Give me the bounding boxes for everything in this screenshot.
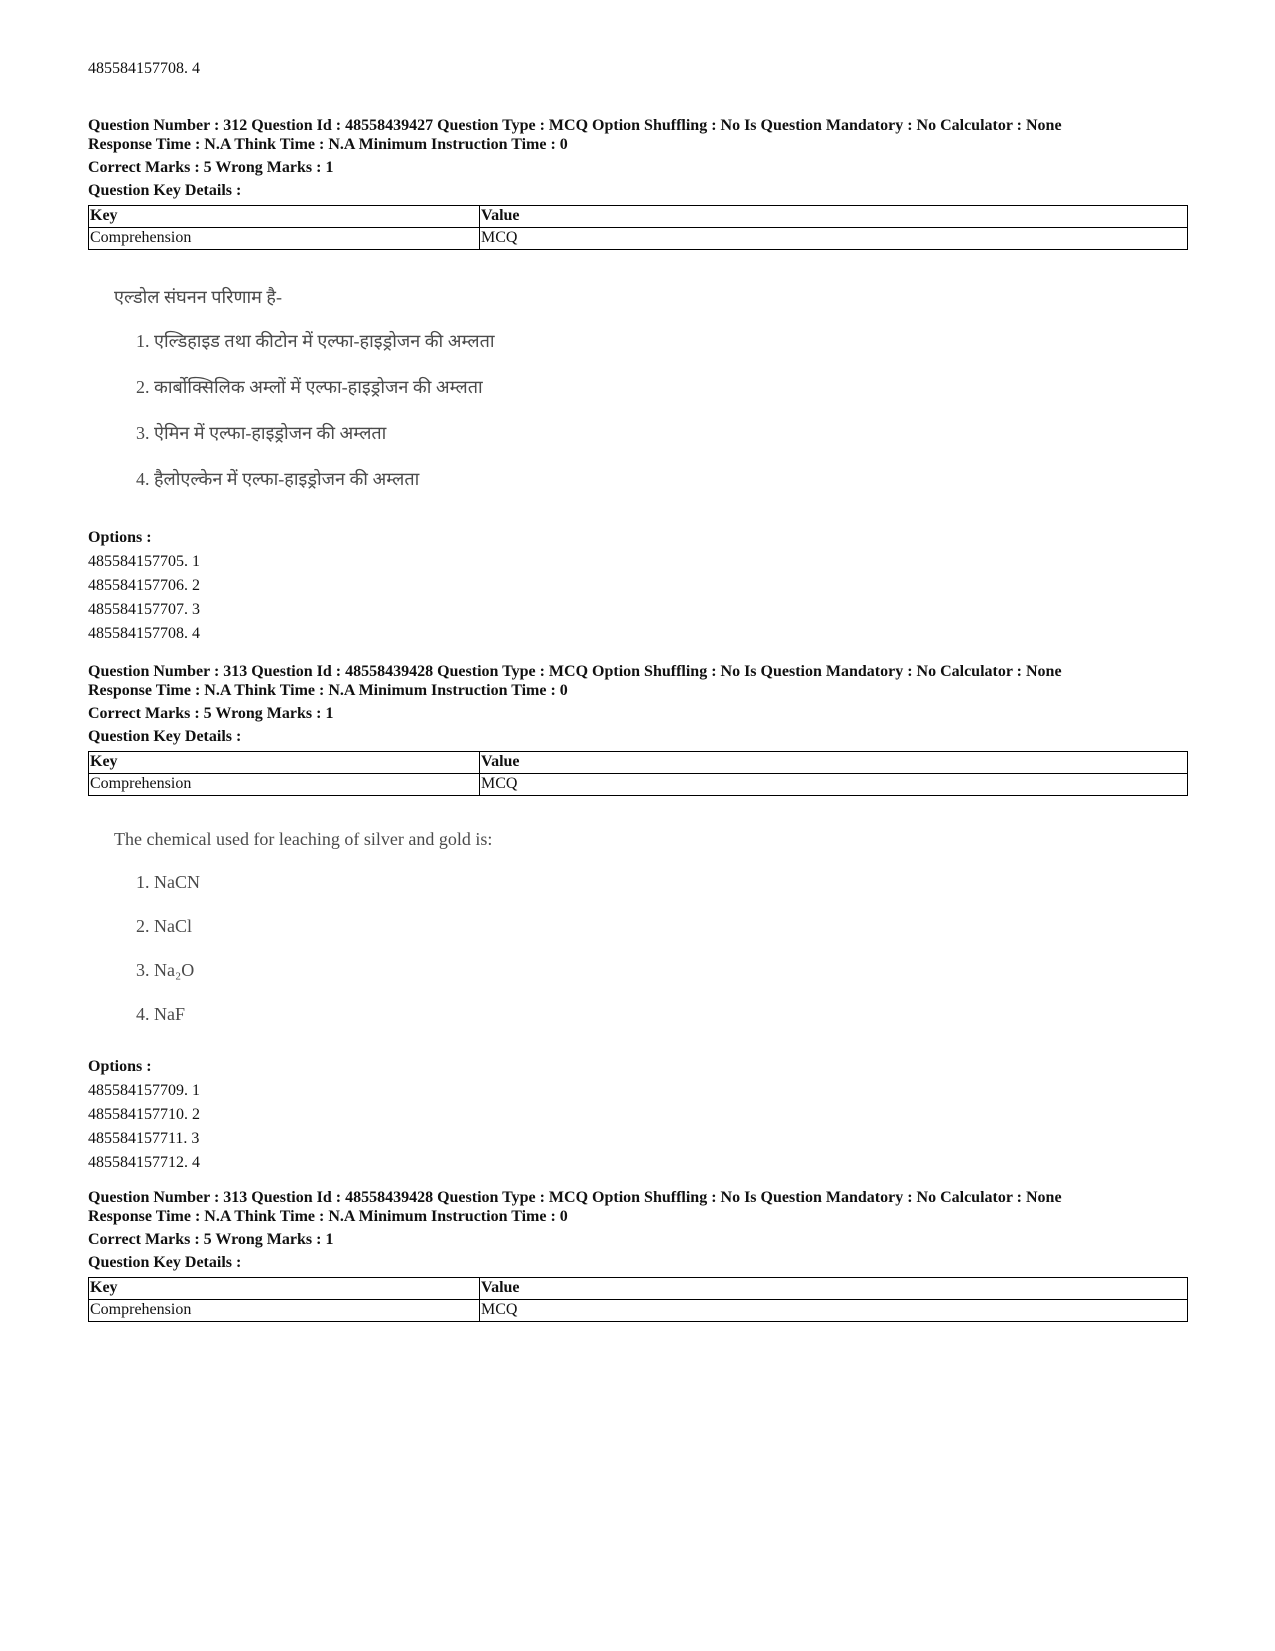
- question-choice: 1. NaCN: [136, 872, 200, 892]
- question-choice: 1. एल्डिहाइड तथा कीटोन में एल्फा-हाइड्रोजन की अम्लता: [136, 331, 495, 351]
- value-header: Value: [480, 752, 1188, 774]
- key-details-table: [88, 205, 1188, 250]
- option-item: 485584157705. 1: [88, 553, 200, 570]
- key-details-table: [88, 1277, 1188, 1322]
- value-cell: MCQ: [480, 774, 1188, 796]
- question-choice: 3. Na₂O: [136, 960, 195, 980]
- question-choice: 4. हैलोएल्केन में एल्फा-हाइड्रोजन की अम्लता: [136, 469, 420, 489]
- question-block-312: [88, 116, 1188, 646]
- question-stem: एल्डोल संघनन परिणाम है-: [114, 287, 282, 307]
- value-cell: MCQ: [480, 1300, 1188, 1322]
- question-choice: 3. ऐमिन में एल्फा-हाइड्रोजन की अम्लता: [136, 423, 387, 443]
- value-header: Value: [480, 1278, 1188, 1300]
- key-details-table: [88, 751, 1188, 796]
- option-item: 485584157706. 2: [88, 577, 200, 594]
- options-title: Options :: [88, 529, 152, 546]
- key-cell: Comprehension: [89, 1300, 480, 1322]
- question-block-313-repeat: [88, 1188, 1188, 1322]
- key-details-title: Question Key Details :: [88, 182, 242, 199]
- option-item: 485584157710. 2: [88, 1106, 200, 1123]
- key-header: Key: [89, 206, 480, 228]
- key-header: Key: [89, 752, 480, 774]
- key-details-title: Question Key Details :: [88, 1254, 242, 1271]
- question-marks: Correct Marks : 5 Wrong Marks : 1: [88, 705, 334, 722]
- question-timing-line: Response Time : N.A Think Time : N.A Minimum Instruction Time : 0: [88, 136, 568, 153]
- value-header: Value: [480, 206, 1188, 228]
- question-stem: The chemical used for leaching of silver and gold is:: [114, 829, 493, 849]
- key-cell: Comprehension: [89, 774, 480, 796]
- option-item: 485584157712. 4: [88, 1154, 200, 1171]
- question-timing-line: Response Time : N.A Think Time : N.A Minimum Instruction Time : 0: [88, 682, 568, 699]
- question-timing-line: Response Time : N.A Think Time : N.A Minimum Instruction Time : 0: [88, 1208, 568, 1225]
- key-details-title: Question Key Details :: [88, 728, 242, 745]
- value-cell: MCQ: [480, 228, 1188, 250]
- option-item: 485584157707. 3: [88, 601, 200, 618]
- question-choice: 2. NaCl: [136, 916, 192, 936]
- question-marks: Correct Marks : 5 Wrong Marks : 1: [88, 159, 334, 176]
- key-header: Key: [89, 1278, 480, 1300]
- question-block-313: [88, 662, 1188, 1175]
- key-cell: Comprehension: [89, 228, 480, 250]
- question-meta-line: Question Number : 313 Question Id : 48558439428 Question Type : MCQ Option Shuffling : No Is Question Mandatory : No Calculator : None: [88, 663, 1062, 680]
- option-item: 485584157709. 1: [88, 1082, 200, 1099]
- option-item: 485584157708. 4: [88, 625, 200, 642]
- question-text-image: [114, 284, 1188, 492]
- question-marks: Correct Marks : 5 Wrong Marks : 1: [88, 1231, 334, 1248]
- option-item: 485584157711. 3: [88, 1130, 200, 1147]
- question-meta-line: Question Number : 313 Question Id : 48558439428 Question Type : MCQ Option Shuffling : No Is Question Mandatory : No Calculator : None: [88, 1189, 1062, 1206]
- question-text-image: [114, 826, 1188, 1027]
- options-title: Options :: [88, 1058, 152, 1075]
- question-meta-line: Question Number : 312 Question Id : 48558439427 Question Type : MCQ Option Shuffling : No Is Question Mandatory : No Calculator : None: [88, 117, 1062, 134]
- question-choice: 2. कार्बोक्सिलिक अम्लों में एल्फा-हाइड्रोजन की अम्लता: [136, 377, 483, 397]
- question-choice: 4. NaF: [136, 1004, 185, 1024]
- carry-over-option: 485584157708. 4: [88, 60, 200, 77]
